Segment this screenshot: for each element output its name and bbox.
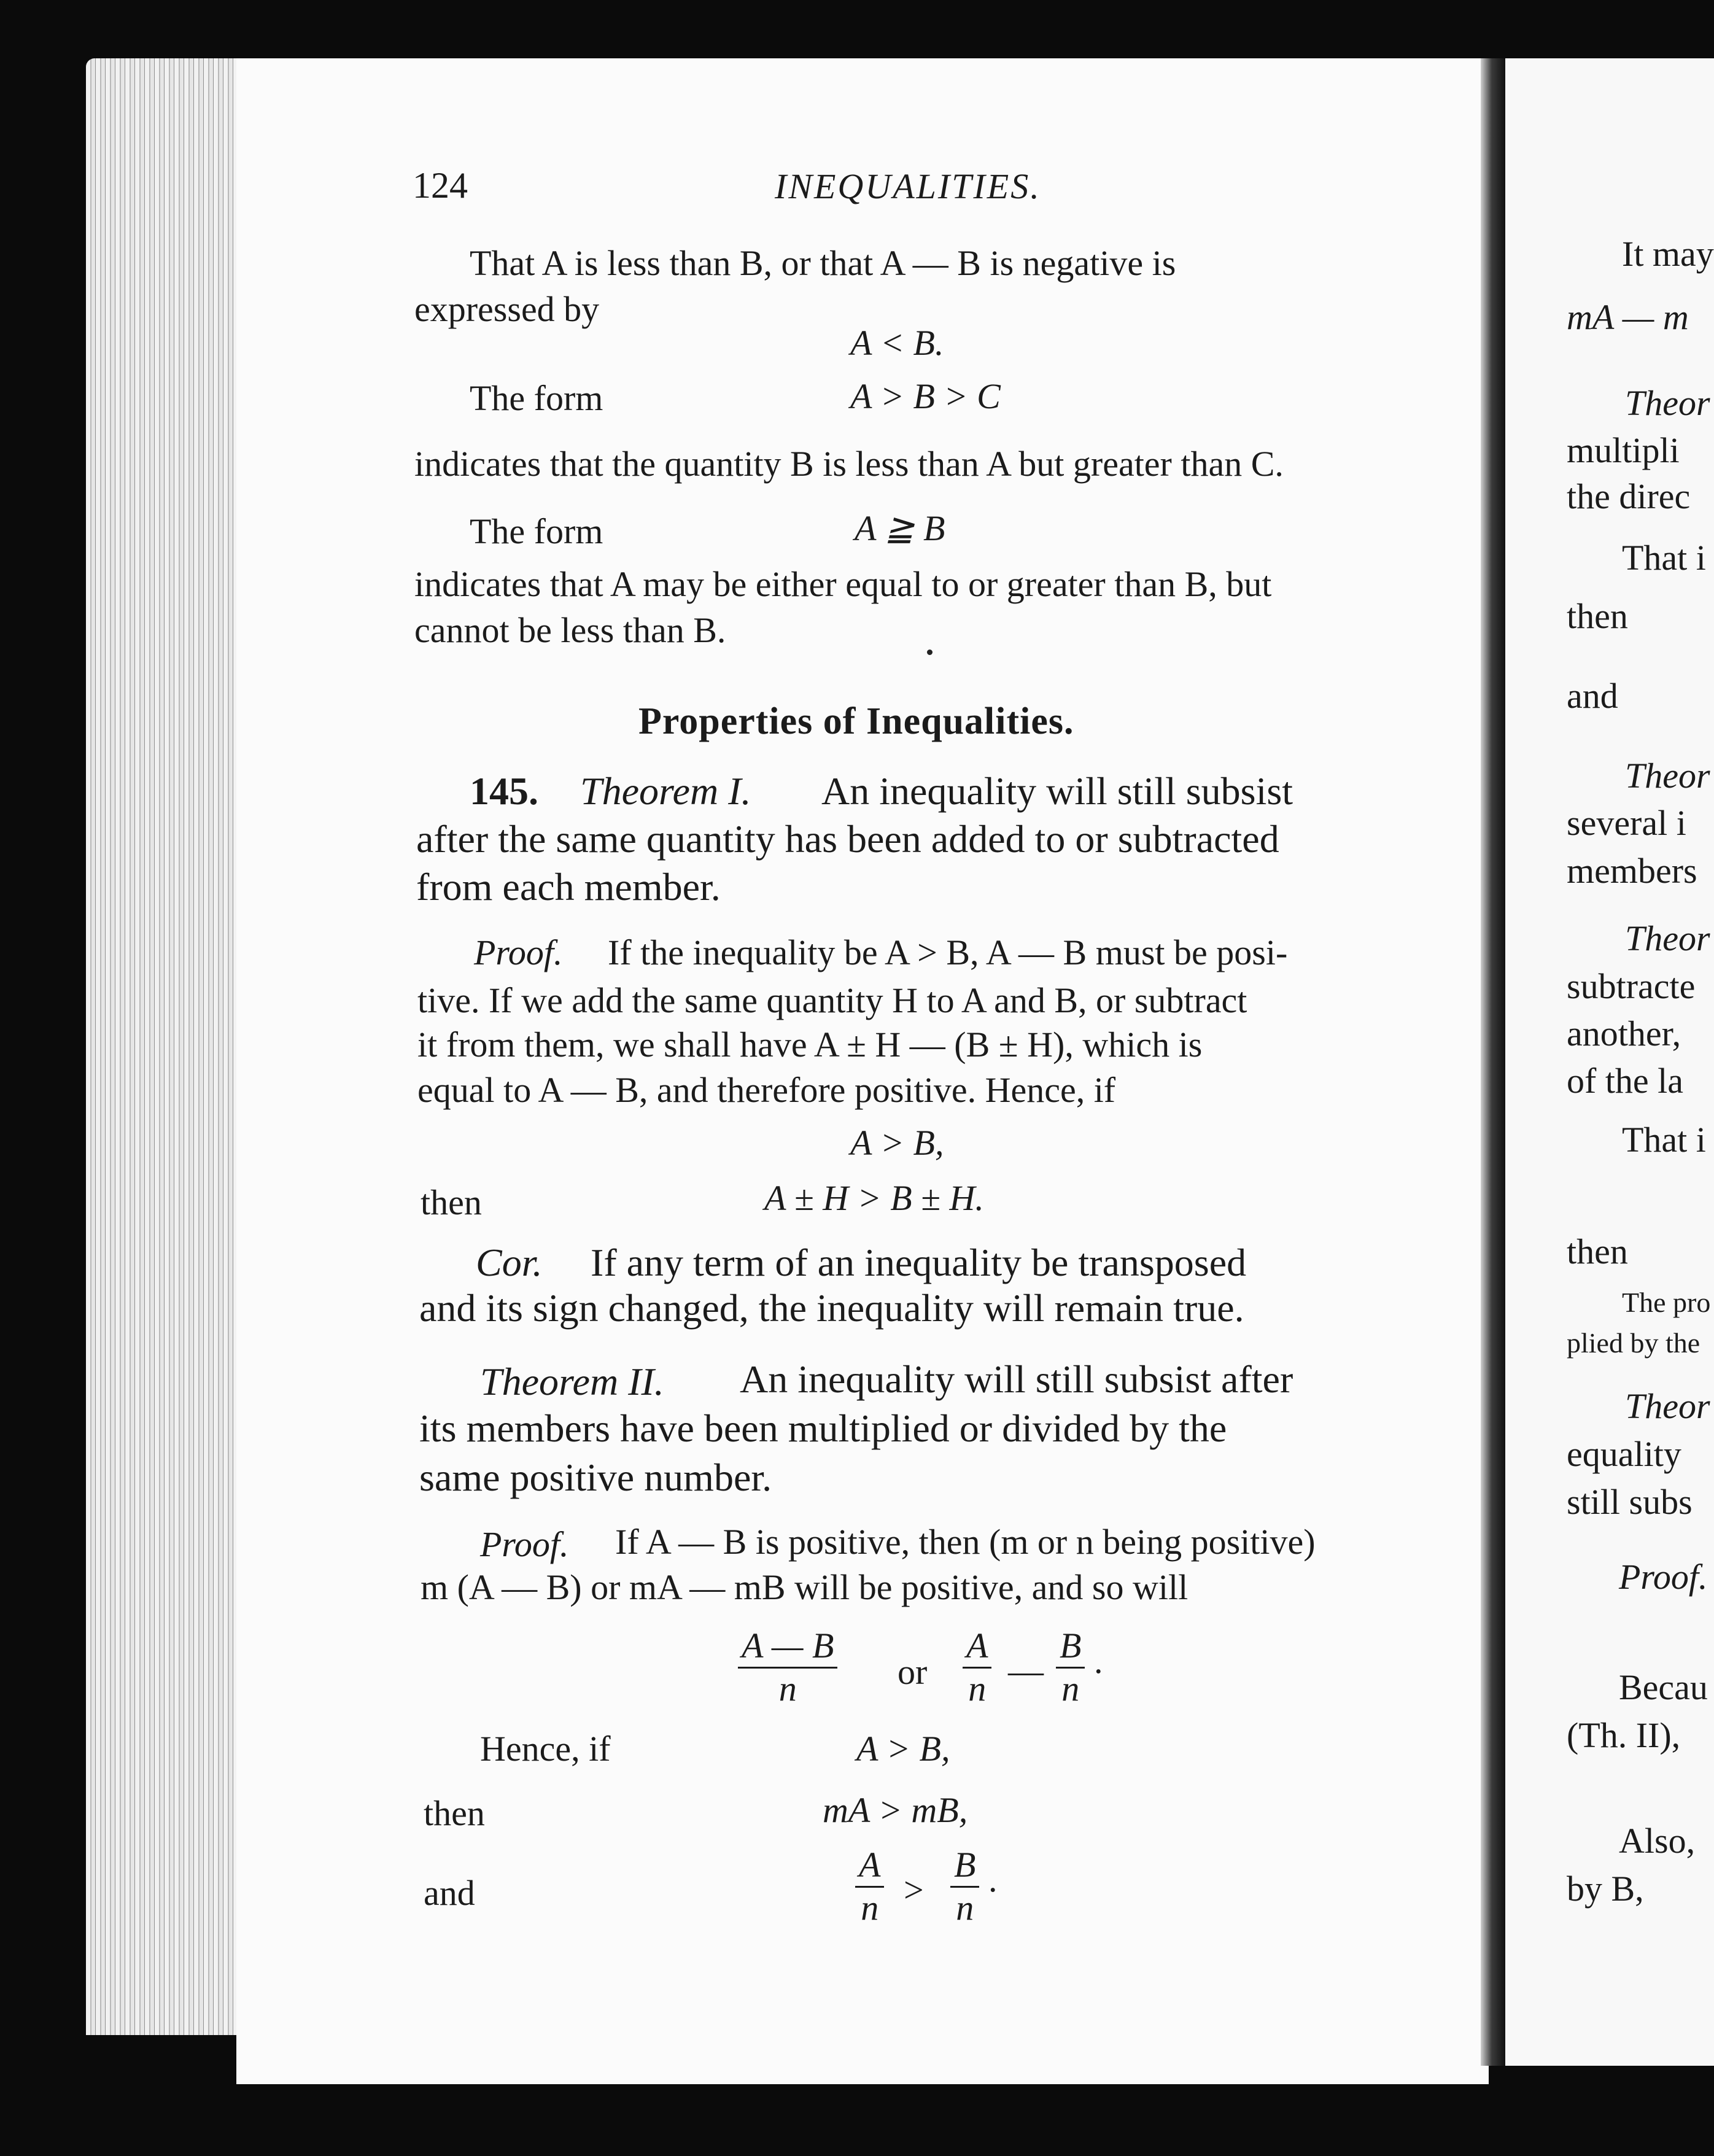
fraction-b-over-n-final bbox=[950, 1845, 979, 1928]
theorem-1-line-3: from each member. bbox=[416, 865, 721, 909]
proof-1-line-3: it from them, we shall have A ± H — (B ± H), which is bbox=[417, 1025, 1203, 1064]
proof-1-line-2: tive. If we add the same quantity H to A and B, or subtract bbox=[417, 980, 1247, 1020]
form-2-explanation-line-1: indicates that A may be either equal to or greater than B, but bbox=[414, 564, 1272, 604]
right-fragment: members bbox=[1567, 851, 1697, 891]
right-fragment: That i bbox=[1622, 538, 1706, 578]
theorem-1-title: Theorem I. bbox=[580, 769, 751, 813]
page-number: 124 bbox=[413, 165, 468, 206]
fraction-numerator: B bbox=[950, 1845, 979, 1888]
then-equation: mA > mB, bbox=[823, 1790, 968, 1830]
final-period: . bbox=[988, 1859, 998, 1899]
corollary-line-2: and its sign changed, the inequality will remain true. bbox=[419, 1286, 1244, 1330]
right-fragment: and bbox=[1567, 676, 1618, 716]
fraction-denominator: n bbox=[956, 1887, 974, 1928]
right-fragment: Becau bbox=[1619, 1667, 1708, 1707]
corollary-label: Cor. bbox=[476, 1241, 543, 1284]
right-fragment: then bbox=[1567, 1231, 1628, 1271]
right-fragment: Theor bbox=[1625, 918, 1710, 958]
fraction-numerator: A bbox=[855, 1845, 884, 1888]
right-fragment: Theor bbox=[1625, 1386, 1710, 1426]
right-fragment: then bbox=[1567, 596, 1628, 636]
book-page-edges bbox=[86, 58, 239, 2035]
theorem-2-line-2: its members have been multiplied or divided by the bbox=[419, 1406, 1227, 1450]
right-fragment: (Th. II), bbox=[1567, 1715, 1681, 1755]
theorem-2-title: Theorem II. bbox=[480, 1360, 664, 1403]
proof-1-label: Proof. bbox=[474, 933, 563, 972]
hence-if-label: Hence, if bbox=[480, 1729, 611, 1769]
ink-speck bbox=[927, 650, 933, 655]
right-fragment: another, bbox=[1567, 1014, 1681, 1053]
proof-1-line-4: equal to A — B, and therefore positive. Hence, if bbox=[417, 1070, 1116, 1110]
right-fragment: It may bbox=[1622, 234, 1714, 274]
equation-less-than: A < B. bbox=[850, 323, 944, 363]
right-fragment: The pro bbox=[1622, 1287, 1711, 1318]
right-fragment: subtracte bbox=[1567, 966, 1696, 1006]
form-2-expression: A ≧ B bbox=[855, 508, 945, 548]
fraction-numerator: A — B bbox=[738, 1626, 837, 1669]
hence-equation: A > B, bbox=[856, 1729, 950, 1769]
proof-2-line-2: m (A — B) or mA — mB will be positive, and so will bbox=[421, 1567, 1189, 1607]
theorem-2-line-1: An inequality will still subsist after bbox=[740, 1357, 1293, 1401]
fraction-denominator: n bbox=[778, 1668, 797, 1708]
right-fragment: plied by the bbox=[1567, 1327, 1700, 1359]
proof-1-equation-2: A ± H > B ± H. bbox=[764, 1178, 984, 1218]
proof-1-then-label: then bbox=[421, 1182, 482, 1222]
right-fragment: Theor bbox=[1625, 756, 1710, 796]
right-fragment: mA — m bbox=[1567, 297, 1689, 337]
right-fragment: multipli bbox=[1567, 430, 1680, 470]
greater-than-sign: > bbox=[904, 1870, 924, 1910]
right-fragment: still subs bbox=[1567, 1482, 1693, 1522]
right-fragment: Proof. bbox=[1619, 1557, 1708, 1597]
theorem-1-line-1: An inequality will still subsist bbox=[821, 769, 1293, 813]
form-1-expression: A > B > C bbox=[850, 376, 1001, 416]
form-1-explanation: indicates that the quantity B is less than A but greater than C. bbox=[414, 444, 1284, 484]
period: . bbox=[1094, 1641, 1103, 1681]
minus-sign: — bbox=[1008, 1651, 1044, 1691]
section-heading: Properties of Inequalities. bbox=[638, 700, 1074, 742]
running-title: INEQUALITIES. bbox=[775, 166, 1041, 206]
right-fragment: the direc bbox=[1567, 476, 1691, 516]
fraction-a-over-n-final bbox=[855, 1845, 884, 1928]
fraction-numerator: A bbox=[963, 1626, 991, 1669]
fraction-b-over-n bbox=[1056, 1626, 1085, 1709]
book-gutter bbox=[1481, 58, 1505, 2066]
proof-1-line-1: If the inequality be A > B, A — B must be posi- bbox=[608, 933, 1288, 972]
right-fragment: Theor bbox=[1625, 383, 1710, 423]
and-label: and bbox=[424, 1873, 475, 1913]
fraction-a-minus-b-over-n bbox=[738, 1626, 837, 1709]
theorem-2-line-3: same positive number. bbox=[419, 1456, 772, 1499]
corollary-line-1: If any term of an inequality be transposed bbox=[591, 1241, 1247, 1284]
right-page bbox=[1505, 58, 1714, 2066]
right-fragment: Also, bbox=[1619, 1821, 1696, 1861]
fraction-denominator: n bbox=[861, 1887, 879, 1928]
intro-line-2: expressed by bbox=[414, 289, 600, 329]
right-fragment: That i bbox=[1622, 1120, 1706, 1160]
theorem-1-number: 145. bbox=[470, 769, 538, 813]
fraction-a-over-n bbox=[963, 1626, 991, 1709]
proof-2-line-1: If A — B is positive, then (m or n being positive) bbox=[615, 1522, 1316, 1562]
right-fragment: by B, bbox=[1567, 1869, 1644, 1909]
theorem-1-line-2: after the same quantity has been added to or subtracted bbox=[416, 817, 1279, 861]
fraction-denominator: n bbox=[968, 1668, 987, 1708]
fraction-denominator: n bbox=[1061, 1668, 1080, 1708]
form-1-label: The form bbox=[470, 378, 603, 418]
right-fragment: of the la bbox=[1567, 1061, 1684, 1101]
fraction-numerator: B bbox=[1056, 1626, 1085, 1669]
proof-2-label: Proof. bbox=[480, 1524, 569, 1564]
proof-1-equation-1: A > B, bbox=[850, 1123, 944, 1163]
right-fragment: several i bbox=[1567, 803, 1686, 843]
then-label: then bbox=[424, 1793, 485, 1833]
or-label: or bbox=[898, 1652, 928, 1692]
form-2-label: The form bbox=[470, 511, 603, 551]
form-2-explanation-line-2: cannot be less than B. bbox=[414, 610, 726, 650]
intro-line-1: That A is less than B, or that A — B is negative is bbox=[470, 243, 1176, 283]
right-fragment: equality bbox=[1567, 1434, 1681, 1474]
